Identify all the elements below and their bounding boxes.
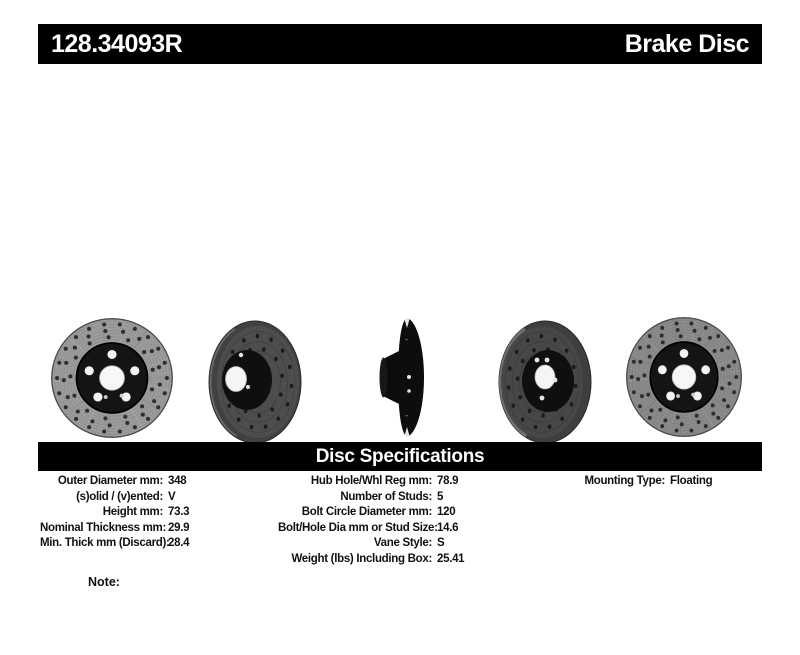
spec-row [40, 490, 189, 506]
brake-disc-front-view-left-image [50, 317, 174, 439]
spec-column-left [40, 474, 189, 552]
spec-value: 73.3 [168, 506, 190, 519]
spec-value: 29.9 [168, 521, 190, 534]
spec-row [278, 536, 464, 552]
spec-row [40, 521, 189, 537]
spec-value: Floating [670, 475, 713, 487]
spec-label: Nominal Thickness mm: [40, 521, 166, 534]
spec-row [278, 505, 464, 521]
spec-value: 120 [437, 506, 456, 519]
spec-label: Outer Diameter mm: [57, 475, 163, 487]
spec-row [40, 505, 189, 521]
spec-value: S [437, 537, 445, 550]
spec-column-right [565, 474, 712, 490]
spec-row [278, 490, 464, 506]
spec-value: 348 [168, 475, 187, 487]
spec-value: 25.41 [437, 552, 465, 565]
spec-column-middle [278, 474, 464, 568]
spec-label: Weight (lbs) Including Box: [291, 552, 432, 565]
spec-row [40, 474, 189, 490]
spec-label: Min. Thick mm (Discard): [40, 537, 170, 550]
spec-label: Bolt Circle Diameter mm: [301, 506, 432, 519]
spec-value: 14.6 [437, 521, 459, 534]
spec-label: Bolt/Hole Dia mm or Stud Size: [278, 521, 438, 534]
spec-label: Vane Style: [373, 537, 432, 550]
note-label: Note: [88, 575, 120, 589]
spec-label: (s)olid / (v)ented: [76, 490, 163, 503]
spec-title: Disc Specifications [315, 445, 485, 467]
spec-label: Mounting Type: [584, 475, 665, 487]
spec-value: V [168, 490, 176, 503]
spec-label: Height mm: [102, 506, 163, 519]
spec-row [278, 552, 464, 568]
spec-label: Number of Studs: [340, 490, 432, 503]
header-bar [38, 24, 762, 64]
brake-disc-front-view-right-image [625, 316, 743, 438]
brake-disc-angled-view-right-image [498, 320, 592, 444]
spec-row [278, 521, 464, 537]
spec-title-bar [38, 442, 762, 471]
spec-value: 28.4 [168, 537, 190, 550]
spec-row [565, 474, 712, 490]
page-title: Brake Disc [624, 29, 749, 58]
brake-disc-edge-profile-image [378, 317, 424, 438]
part-number: 128.34093R [51, 29, 183, 58]
spec-value: 5 [437, 490, 444, 503]
spec-row [40, 536, 189, 552]
spec-label: Hub Hole/Whl Reg mm: [310, 475, 432, 487]
spec-value: 78.9 [437, 475, 459, 487]
brake-disc-angled-view-left-image [208, 320, 302, 444]
spec-row [278, 474, 464, 490]
